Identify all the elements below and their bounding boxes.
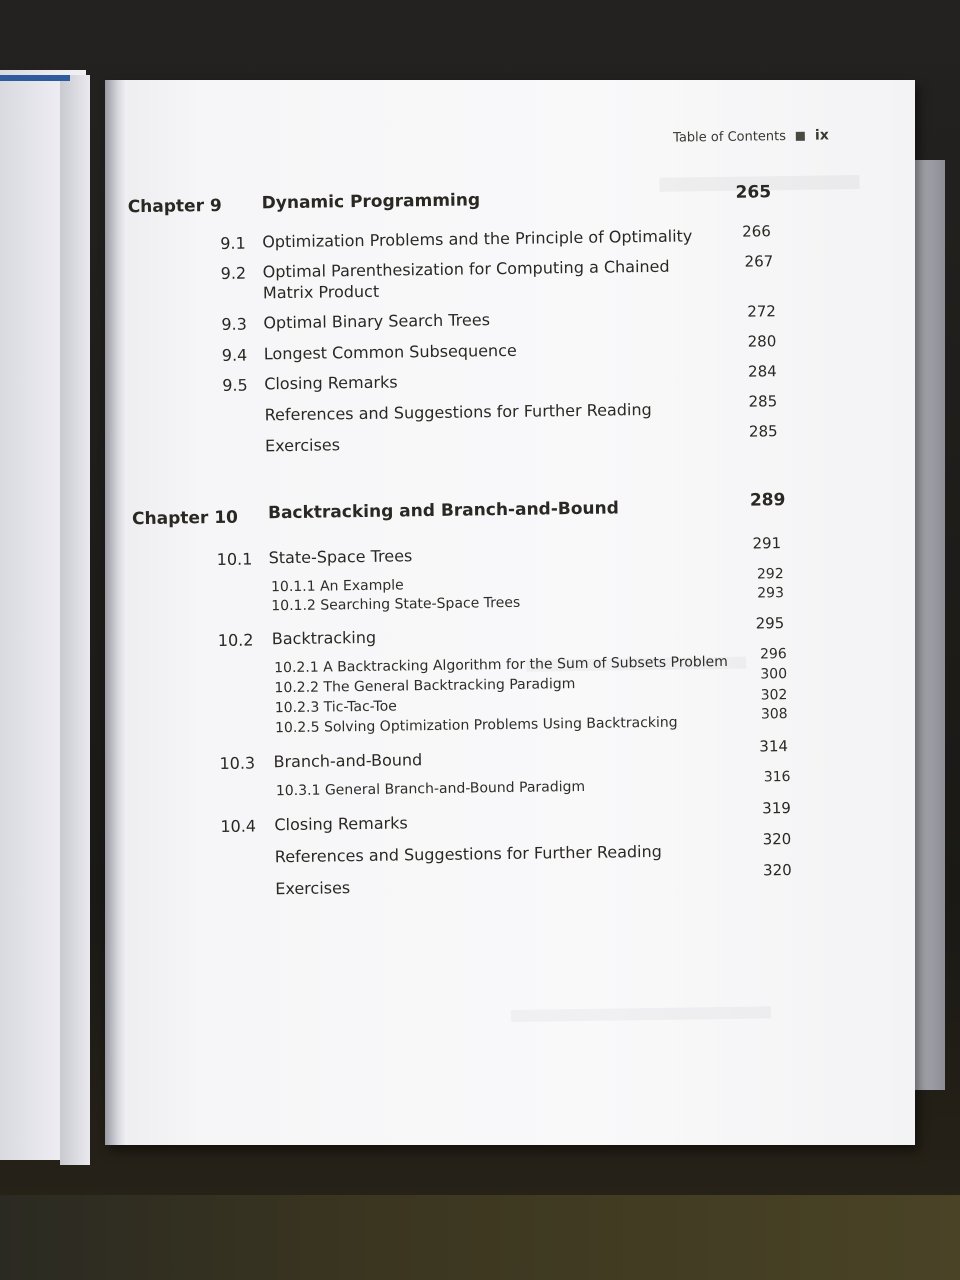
book-cover-strip — [0, 75, 70, 81]
section-title: Optimal Binary Search Trees — [263, 310, 491, 333]
subsection-title: 10.2.1 A Backtracking Algorithm for the Sum of Subsets Problem — [274, 653, 728, 677]
subsection-page: 296 — [759, 646, 787, 663]
left-page-edge — [60, 75, 90, 1165]
section-page: 291 — [752, 534, 782, 553]
section-number: 10.2 — [217, 630, 254, 651]
subsection-title: 10.2.5 Solving Optimization Problems Using Backtracking — [274, 714, 678, 737]
section-title: Optimal Parenthesization for Computing a Chained — [262, 256, 670, 282]
section-page: 314 — [759, 737, 789, 756]
section-title: Longest Common Subsequence — [263, 340, 517, 364]
section-number: 9.4 — [221, 345, 248, 365]
section-page: 284 — [747, 362, 777, 381]
section-number: 10.4 — [220, 816, 257, 836]
subsection-title: 10.1.2 Searching State-Space Trees — [271, 594, 521, 615]
chapter-title: Dynamic Programming — [261, 190, 481, 214]
section-number: 10.1 — [216, 549, 253, 570]
references-title: References and Suggestions for Further Reading — [264, 399, 652, 425]
section-number: 9.1 — [220, 233, 246, 253]
section-page: 319 — [762, 799, 791, 818]
subsection-title: 10.1.1 An Example — [270, 577, 404, 596]
subsection-page: 293 — [757, 585, 785, 602]
subsection-page: 308 — [760, 706, 788, 723]
section-page: 267 — [744, 252, 774, 271]
running-header — [673, 127, 829, 145]
section-page: 266 — [742, 222, 771, 241]
section-number: 10.3 — [219, 753, 256, 774]
section-title-continued: Matrix Product — [262, 281, 380, 303]
references-title: References and Suggestions for Further Reading — [274, 841, 662, 867]
chapter-label: Chapter 9 — [127, 195, 222, 218]
header-label: Table of Contents — [673, 128, 787, 146]
subsection-title: 10.2.2 The General Backtracking Paradigm — [274, 676, 576, 697]
table-surface — [0, 1195, 960, 1280]
exercises-page: 320 — [762, 861, 792, 880]
section-title: Closing Remarks — [274, 813, 408, 835]
chapter-title: Backtracking and Branch-and-Bound — [267, 498, 619, 524]
toc-page — [105, 80, 915, 1145]
chapter-page: 289 — [749, 490, 786, 511]
section-title: Closing Remarks — [264, 372, 398, 394]
section-title: Optimization Problems and the Principle of Optimality — [262, 226, 693, 252]
section-number: 9.3 — [221, 314, 247, 334]
square-bullet-icon — [796, 131, 805, 140]
section-number: 9.2 — [220, 263, 247, 283]
section-title: Branch-and-Bound — [273, 750, 423, 772]
subsection-title: 10.2.3 Tic-Tac-Toe — [274, 698, 397, 717]
section-number: 9.5 — [222, 375, 248, 395]
header-page-numeral: ix — [814, 127, 829, 144]
references-page: 320 — [762, 830, 792, 849]
subsection-page: 302 — [760, 687, 788, 704]
subsection-page: 300 — [760, 666, 788, 683]
exercises-title: Exercises — [264, 435, 341, 456]
exercises-page: 285 — [748, 422, 778, 441]
subsection-page: 292 — [756, 566, 784, 583]
subsection-page: 316 — [763, 769, 791, 786]
show-through-mark — [511, 1006, 771, 1022]
chapter-page: 265 — [735, 182, 772, 203]
toc-content — [105, 80, 915, 1145]
chapter-label: Chapter 10 — [131, 507, 239, 530]
references-page: 285 — [748, 392, 778, 411]
section-title: Backtracking — [271, 627, 377, 649]
subsection-title: 10.3.1 General Branch-and-Bound Paradigm — [275, 778, 586, 800]
section-title: State-Space Trees — [268, 546, 413, 568]
section-page: 280 — [747, 332, 777, 351]
section-page: 272 — [747, 302, 777, 321]
exercises-title: Exercises — [275, 878, 351, 899]
section-page: 295 — [755, 614, 785, 633]
